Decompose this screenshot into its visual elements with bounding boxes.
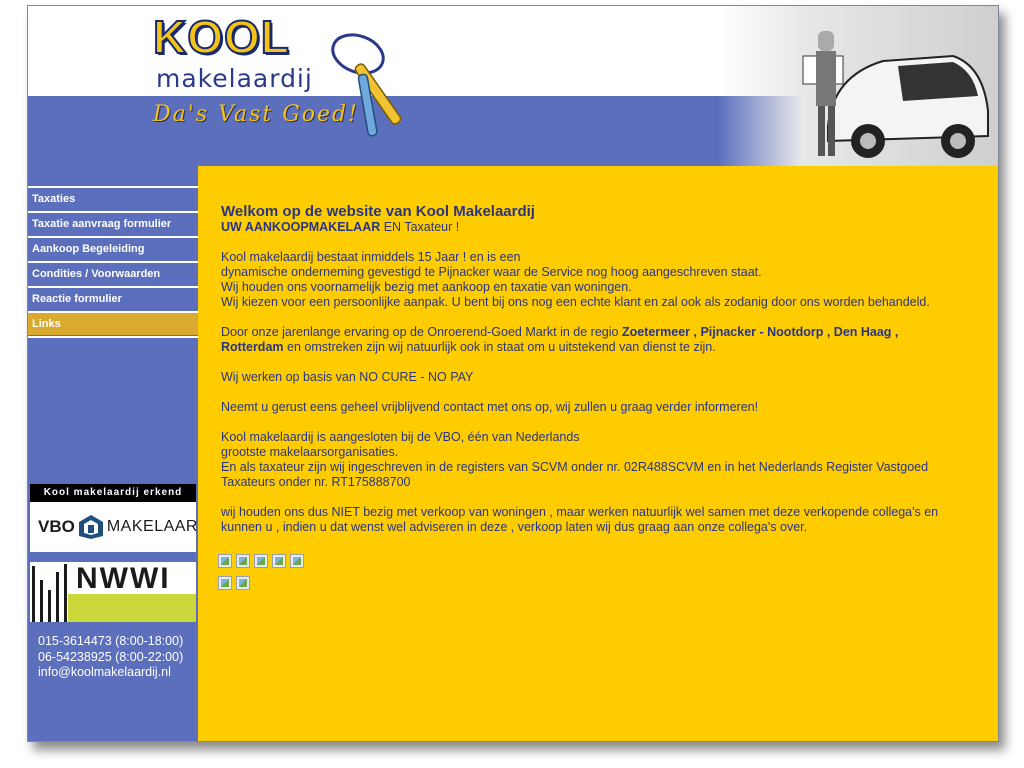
house-icon (78, 514, 104, 540)
contact-info (38, 634, 183, 681)
nav-taxatie-aanvraag[interactable]: Taxatie aanvraag formulier (28, 211, 198, 235)
regions: Zoetermeer , Pijnacker - Nootdorp , Den Haag , Rotterdam (221, 325, 899, 354)
vbo-line-1: Kool makelaardij is aangesloten bij de VBO, één van Nederlands (221, 430, 580, 444)
broken-image-icon[interactable] (218, 576, 232, 590)
keys-icon (318, 24, 418, 139)
contact-invite: Neemt u gerust eens geheel vrijblijvend contact met ons op, wij zullen u graag verder informeren! (221, 400, 759, 414)
nav-links[interactable]: Links (28, 311, 198, 335)
broken-image-row (218, 554, 308, 594)
header-banner (28, 6, 998, 166)
slogan: Da's Vast Goed! (153, 102, 359, 127)
vbo-brand-left: VBO (38, 517, 75, 536)
broken-image-icon[interactable] (236, 554, 250, 568)
nav-taxaties[interactable]: Taxaties (28, 186, 198, 210)
intro-line-2: dynamische onderneming gevestigd te Pijnacker waar de Service nog hoog aangeschreven staat. (221, 265, 762, 279)
header-photo (718, 6, 998, 166)
subtitle (221, 220, 961, 235)
intro-line-3: Wij houden ons voornamelijk bezig met aankoop en taxatie van woningen. (221, 280, 632, 294)
broken-image-icon[interactable] (236, 576, 250, 590)
car-icon (788, 16, 993, 166)
subtitle-rest: EN Taxateur ! (380, 220, 460, 234)
contact-email[interactable]: info@koolmakelaardij.nl (38, 665, 171, 679)
vbo-line-2: grootste makelaarsorganisaties. (221, 445, 399, 459)
sidebar (28, 166, 198, 741)
page-frame (27, 5, 999, 742)
nwwi-brand: NWWI (76, 562, 171, 595)
no-cure-no-pay: Wij werken op basis van NO CURE - NO PAY (221, 370, 474, 384)
broken-image-icon[interactable] (254, 554, 268, 568)
vbo-caption: Kool makelaardij erkend (30, 484, 196, 502)
broken-image-icon[interactable] (272, 554, 286, 568)
nav-condities[interactable]: Condities / Voorwaarden (28, 261, 198, 285)
sidebar-nav (28, 186, 198, 338)
nav-reactie-formulier[interactable]: Reactie formulier (28, 286, 198, 310)
content-text (221, 203, 961, 535)
register-paragraph: En als taxateur zijn wij ingeschreven in de registers van SCVM onder nr. 02R488SCVM en in het Nederlands Register Vastgoed Taxateurs onder nr. RT175888700 (221, 460, 929, 489)
vbo-logo (38, 512, 198, 542)
vbo-brand-right: MAKELAAR (106, 518, 198, 535)
logo-subtitle: makelaardij (156, 64, 313, 93)
logo-title[interactable]: KOOL (153, 11, 290, 63)
nav-aankoop-begeleiding[interactable]: Aankoop Begeleiding (28, 236, 198, 260)
sales-paragraph: wij houden ons dus NIET bezig met verkoop van woningen , maar werken natuurlijk wel samen met deze verkopende collega's en kunnen u , indien u dat wenst wel adviseren in deze , verkoop laten wij dus graag aan onze collega's over. (221, 505, 939, 534)
experience-paragraph: Door onze jarenlange ervaring op de Onroerend-Goed Markt in de regio Zoetermeer , Pijnacker - Nootdorp , Den Haag , Rotterdam en omstreken zijn wij natuurlijk ook in staat om u uitstekend van dienst te zijn. (221, 325, 899, 354)
page-title: Welkom op de website van Kool Makelaardij (221, 203, 535, 220)
vbo-badge[interactable] (30, 484, 196, 552)
intro-line-1: Kool makelaardij bestaat inmiddels 15 Jaar ! en is een (221, 250, 521, 264)
subtitle-bold: UW AANKOOPMAKELAAR (221, 220, 381, 234)
main-content (198, 166, 998, 741)
broken-image-icon[interactable] (218, 554, 232, 568)
broken-image-icon[interactable] (290, 554, 304, 568)
nwwi-badge[interactable] (30, 562, 196, 622)
nwwi-bars-icon (30, 562, 70, 622)
contact-phone-2: 06-54238925 (8:00-22:00) (38, 649, 184, 664)
contact-phone-1: 015-3614473 (8:00-18:00) (38, 634, 184, 648)
intro-line-4: Wij kiezen voor een persoonlijke aanpak. U bent bij ons nog een echte klant en zal ook als zodanig door ons worden behandeld. (221, 295, 930, 309)
